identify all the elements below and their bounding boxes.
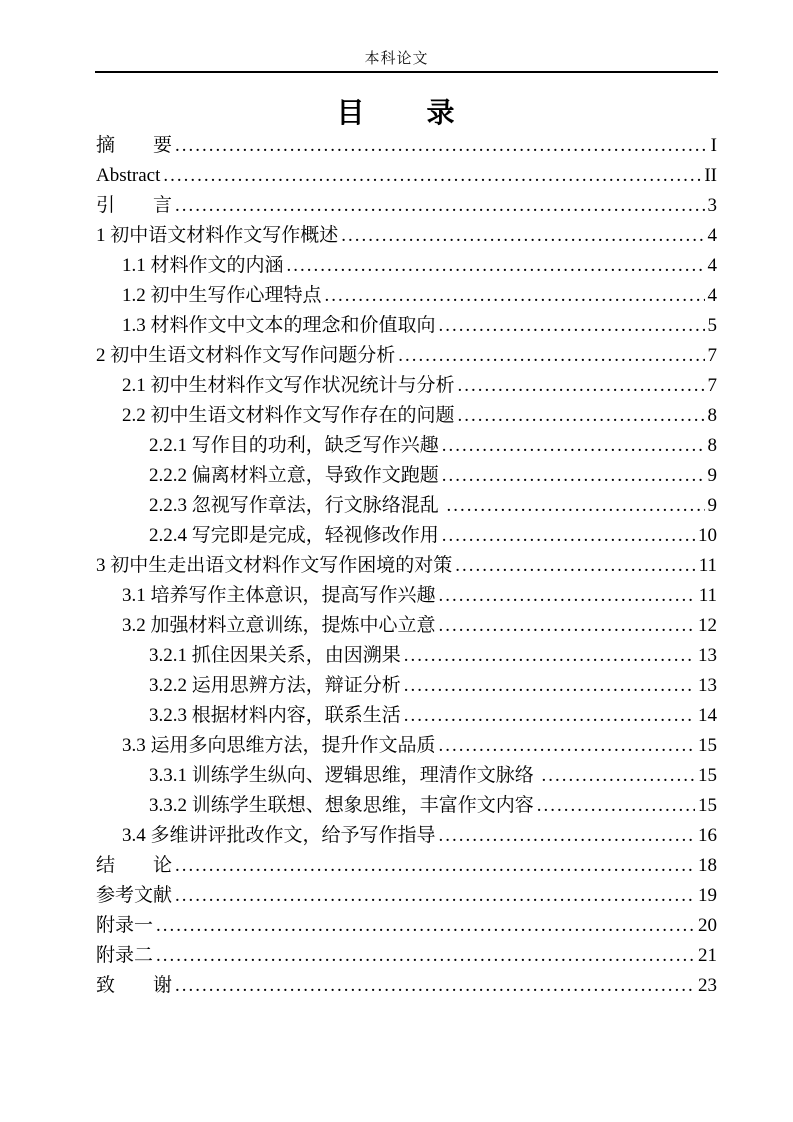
- toc-entry: [96, 221, 717, 251]
- toc-entry-label: 1.1 材料作文的内涵: [122, 255, 284, 276]
- toc-page-number: 15: [698, 735, 717, 756]
- toc-page-number: 14: [698, 705, 717, 726]
- toc-dot-leader: [341, 221, 704, 251]
- toc-entry: [96, 251, 717, 281]
- toc-entry: [96, 851, 717, 881]
- toc-entry: [96, 371, 717, 401]
- toc-entry: [96, 191, 717, 221]
- toc-dot-leader: [458, 371, 705, 401]
- toc-dot-leader: [156, 911, 695, 941]
- toc-page-number: 13: [698, 645, 717, 666]
- toc-dot-leader: [442, 521, 695, 551]
- toc-page-number: 11: [698, 555, 717, 576]
- toc-entry: [96, 701, 717, 731]
- toc-page-number: 16: [698, 825, 717, 846]
- toc-dot-leader: [442, 431, 705, 461]
- toc-dot-leader: [455, 551, 695, 581]
- toc-entry-label: 2 初中生语文材料作文写作问题分析: [96, 345, 396, 366]
- toc-dot-leader: [537, 791, 695, 821]
- toc-dot-leader: [439, 821, 695, 851]
- toc-dot-leader: [175, 971, 695, 1001]
- toc-entry-label: 3.2.3 根据材料内容，联系生活: [149, 705, 401, 726]
- toc-entry-label: 2.2.1 写作目的功利，缺乏写作兴趣: [149, 435, 439, 456]
- toc-dot-leader: [404, 641, 695, 671]
- toc-page-number: 4: [707, 285, 717, 306]
- toc-page-number: 4: [707, 255, 717, 276]
- toc-entry: [96, 881, 717, 911]
- toc-dot-leader: [404, 671, 695, 701]
- toc-entry-label: 3 初中生走出语文材料作文写作困境的对策: [96, 555, 453, 576]
- toc-entry: [96, 281, 717, 311]
- toc-entry: [96, 791, 717, 821]
- toc-page-number: 20: [698, 915, 717, 936]
- toc-dot-leader: [287, 251, 705, 281]
- toc-entry: [96, 161, 717, 191]
- toc-entry-label: 结 论: [96, 855, 173, 876]
- toc-entry-label: 附录二: [96, 945, 154, 966]
- toc-entry: [96, 761, 717, 791]
- toc-page-number: 13: [698, 675, 717, 696]
- toc-dot-leader: [442, 461, 705, 491]
- toc-entry: [96, 821, 717, 851]
- toc-page-number: 21: [698, 945, 717, 966]
- toc-page-number: 19: [698, 885, 717, 906]
- toc-entry: [96, 491, 717, 521]
- toc-page-number: 8: [707, 435, 717, 456]
- toc-dot-leader: [175, 131, 708, 161]
- toc-page-number: 15: [698, 765, 717, 786]
- toc-entry-label: 2.2.3 忽视写作章法，行文脉络混乱: [149, 495, 444, 516]
- toc-page-number: 11: [698, 585, 717, 606]
- toc-entry-label: 3.3.2 训练学生联想、想象思维，丰富作文内容: [149, 795, 534, 816]
- toc-page-number: 10: [698, 525, 717, 546]
- toc-dot-leader: [398, 341, 704, 371]
- toc-entry-label: 3.3.1 训练学生纵向、逻辑思维，理清作文脉络: [149, 765, 539, 786]
- toc-page-number: 23: [698, 975, 717, 996]
- toc-entry-label: 3.2.2 运用思辨方法，辩证分析: [149, 675, 401, 696]
- toc-entry: [96, 911, 717, 941]
- toc-entry: [96, 401, 717, 431]
- toc-dot-leader: [175, 851, 695, 881]
- running-header: 本科论文: [364, 51, 429, 67]
- toc-entry-label: 2.2.4 写完即是完成，轻视修改作用: [149, 525, 439, 546]
- toc-page-number: 5: [707, 315, 717, 336]
- toc-page-number: I: [710, 135, 717, 156]
- toc-entry: [96, 551, 717, 581]
- toc-entry-label: 3.4 多维讲评批改作文，给予写作指导: [122, 825, 436, 846]
- toc-entry-label: 附录一: [96, 915, 154, 936]
- toc-page-number: II: [704, 165, 717, 186]
- toc-page-number: 18: [698, 855, 717, 876]
- toc-entry-label: 1.3 材料作文中文本的理念和价值取向: [122, 315, 436, 336]
- toc-entry-label: 1 初中语文材料作文写作概述: [96, 225, 339, 246]
- toc-entry: [96, 341, 717, 371]
- toc-page-number: 7: [707, 375, 717, 396]
- toc-page-number: 7: [707, 345, 717, 366]
- toc-entry-label: 2.2.2 偏离材料立意，导致作文跑题: [149, 465, 439, 486]
- toc-entry: [96, 461, 717, 491]
- header-divider-line: [95, 71, 718, 73]
- toc-entry-label: 2.1 初中生材料作文写作状况统计与分析: [122, 375, 455, 396]
- toc-entry: [96, 971, 717, 1001]
- toc-dot-leader: [404, 701, 695, 731]
- toc-entry-label: 3.3 运用多向思维方法，提升作文品质: [122, 735, 436, 756]
- toc-dot-leader: [175, 881, 695, 911]
- toc-entry-label: 3.2 加强材料立意训练，提炼中心立意: [122, 615, 436, 636]
- toc-dot-leader: [447, 491, 705, 521]
- toc-entry-label: 摘 要: [96, 135, 173, 156]
- toc-dot-leader: [542, 761, 695, 791]
- toc-entry: [96, 131, 717, 161]
- toc-page-number: 8: [707, 405, 717, 426]
- toc-entry: [96, 521, 717, 551]
- toc-page-number: 12: [698, 615, 717, 636]
- toc-dot-leader: [163, 161, 701, 191]
- toc-entry: [96, 611, 717, 641]
- toc-page-number: 15: [698, 795, 717, 816]
- toc-entry-label: 1.2 初中生写作心理特点: [122, 285, 322, 306]
- toc-entry-label: 致 谢: [96, 975, 173, 996]
- toc-dot-leader: [439, 611, 695, 641]
- toc-entry: [96, 731, 717, 761]
- toc-entry: [96, 311, 717, 341]
- toc-entry: [96, 641, 717, 671]
- table-of-contents: [96, 131, 717, 1001]
- toc-entry-label: 3.2.1 抓住因果关系，由因溯果: [149, 645, 401, 666]
- toc-entry: [96, 671, 717, 701]
- toc-page-number: 3: [707, 195, 717, 216]
- toc-entry: [96, 431, 717, 461]
- toc-dot-leader: [175, 191, 704, 221]
- toc-dot-leader: [439, 581, 696, 611]
- toc-dot-leader: [439, 311, 705, 341]
- toc-entry-label: 2.2 初中生语文材料作文写作存在的问题: [122, 405, 455, 426]
- toc-dot-leader: [439, 731, 695, 761]
- toc-page-number: 4: [707, 225, 717, 246]
- toc-entry: [96, 941, 717, 971]
- toc-entry-label: 3.1 培养写作主体意识，提高写作兴趣: [122, 585, 436, 606]
- toc-entry: [96, 581, 717, 611]
- toc-dot-leader: [458, 401, 705, 431]
- toc-dot-leader: [156, 941, 695, 971]
- toc-dot-leader: [325, 281, 705, 311]
- page-title: 目 录: [336, 98, 457, 129]
- toc-entry-label: 参考文献: [96, 885, 173, 906]
- toc-entry-label: Abstract: [96, 165, 161, 186]
- toc-page-number: 9: [707, 495, 717, 516]
- toc-entry-label: 引 言: [96, 195, 173, 216]
- toc-page-number: 9: [707, 465, 717, 486]
